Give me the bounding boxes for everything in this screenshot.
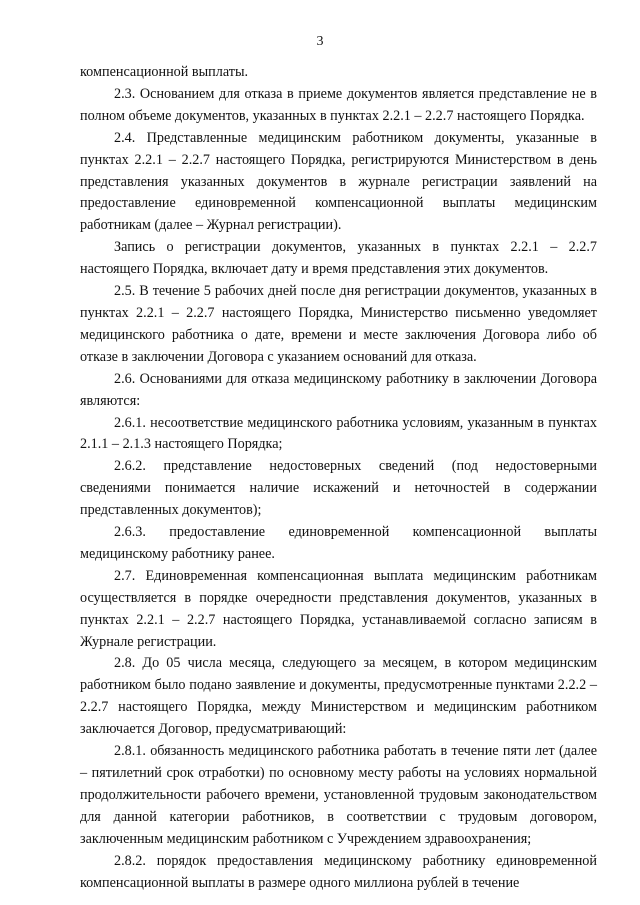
document-body xyxy=(80,62,597,894)
paragraph-2-8-2: 2.8.2. порядок предоставления медицинскому работнику единовременной компенсационной выплаты в размере одного миллиона рублей в течение xyxy=(80,852,597,891)
paragraph-2-4: 2.4. Представленные медицинским работником документы, указанные в пунктах 2.2.1 – 2.2.7 настоящего Порядка, регистрируются Министерством в день представления указанных документов в журнале регистрации заявлений на предоставление единовременной компенсационной выплаты медицинским работникам (далее – Журнал регистрации). xyxy=(80,129,597,234)
paragraph-2-5: 2.5. В течение 5 рабочих дней после дня регистрации документов, указанных в пунктах 2.2.1 – 2.2.7 настоящего Порядка, Министерство письменно уведомляет медицинского работника о дате, времени и месте заключения Договора либо об отказе в заключении Договора с указанием оснований для отказа. xyxy=(80,283,597,365)
paragraph-2-8: 2.8. До 05 числа месяца, следующего за месяцем, в котором медицинским работником было подано заявление и документы, предусмотренные пунктами 2.2.2 – 2.2.7 настоящего Порядка, между Министерством и медицинским работником заключается Договор, предусматривающий: xyxy=(80,655,597,738)
paragraph-2-6: 2.6. Основаниями для отказа медицинскому работнику в заключении Договора являются: xyxy=(80,370,597,409)
paragraph-2-6-1: 2.6.1. несоответствие медицинского работника условиям, указанным в пунктах 2.1.1 – 2.1.3 настоящего Порядка; xyxy=(80,414,597,453)
paragraph-registration-record: Запись о регистрации документов, указанных в пунктах 2.2.1 – 2.2.7 настоящего Порядка, включает дату и время представления этих документов. xyxy=(80,239,597,278)
paragraph-2-6-2: 2.6.2. представление недостоверных сведений (под недостоверными сведениями понимается наличие искажений и неточностей в содержании представленных документов); xyxy=(80,458,597,519)
page-number: 3 xyxy=(316,34,324,49)
paragraph-2-8-1: 2.8.1. обязанность медицинского работника работать в течение пяти лет (далее – пятилетний срок отработки) по основному месту работы на условиях нормальной продолжительности рабочего времени, установленной трудовым законодательством для данной категории работников, в соответствии с трудовым договором, заключенным медицинским работником с Учреждением здравоохранения; xyxy=(80,743,597,847)
paragraph-2-7: 2.7. Единовременная компенсационная выплата медицинским работникам осуществляется в порядке очередности представления документов, указанных в пунктах 2.2.1 – 2.2.7 настоящего Порядка, устанавливаемой согласно записям в Журнале регистрации. xyxy=(80,567,597,650)
paragraph-2-6-3: 2.6.3. предоставление единовременной компенсационной выплаты медицинскому работнику ранее. xyxy=(80,524,597,562)
paragraph-continuation: компенсационной выплаты. xyxy=(80,64,249,80)
paragraph-2-3: 2.3. Основанием для отказа в приеме документов является представление не в полном объеме документов, указанных в пунктах 2.2.1 – 2.2.7 настоящего Порядка. xyxy=(80,85,597,124)
